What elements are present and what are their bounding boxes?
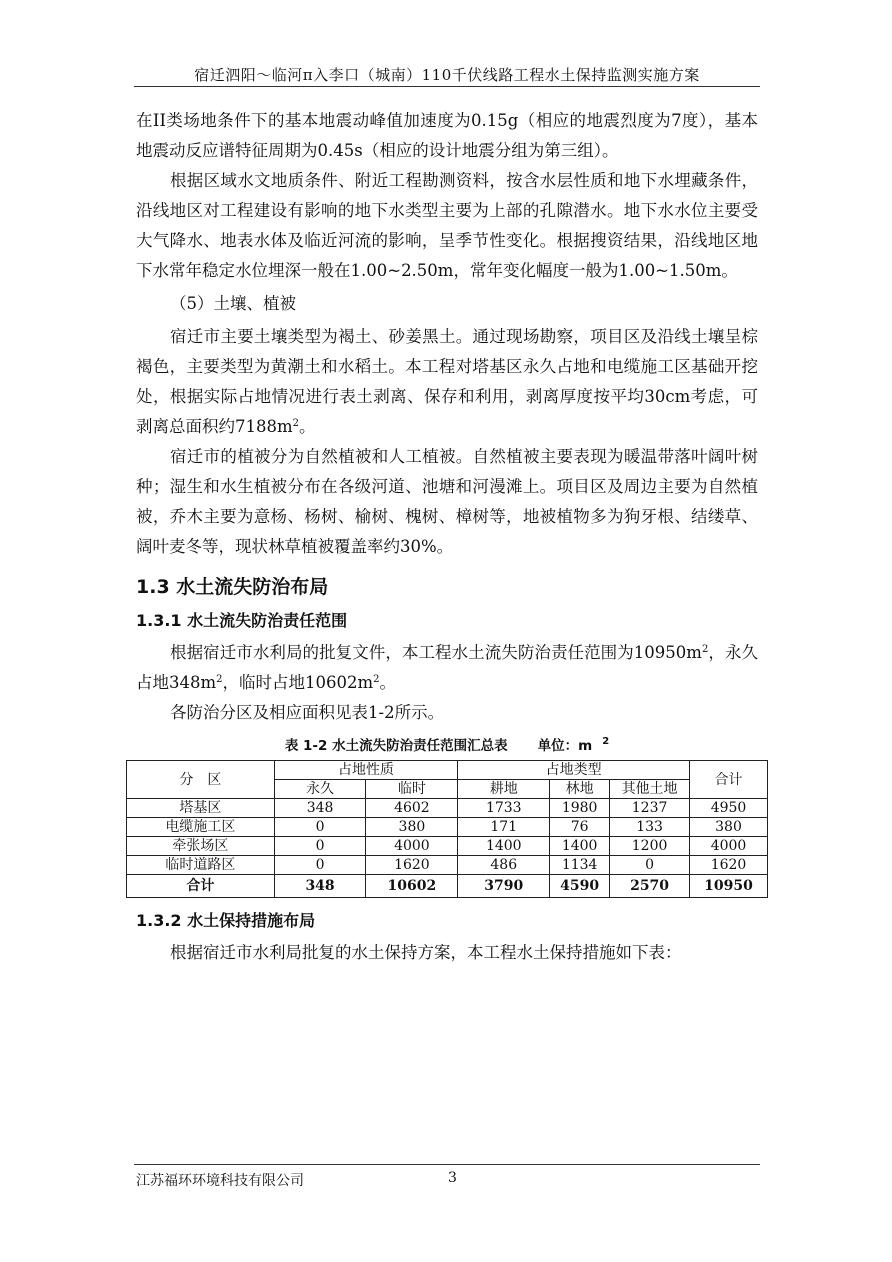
cell: 1620: [690, 856, 768, 875]
cell: 171: [458, 818, 550, 837]
paragraph-table-ref: 各防治分区及相应面积见表1-2所示。: [170, 703, 445, 722]
header-other-land: 其他土地: [610, 780, 690, 799]
responsibility-table: [126, 760, 768, 898]
cell: 0: [274, 818, 366, 837]
superscript: 2: [701, 644, 709, 655]
paragraph-measures: 根据宿迁市水利局批复的水土保持方案，本工程水土保持措施如下表：: [170, 943, 682, 962]
cell: 76: [550, 818, 610, 837]
cell: 0: [274, 856, 366, 875]
cell: 380: [366, 818, 458, 837]
table-caption-title: 表 1-2 水土流失防治责任范围汇总表: [284, 738, 508, 754]
cell: 133: [610, 818, 690, 837]
cell: 临时道路区: [127, 856, 275, 875]
cell: 4590: [550, 875, 610, 898]
section-heading-1-3-2: 1.3.2 水土保持措施布局: [136, 911, 316, 930]
paragraph-groundwater: 根据区域水文地质条件、附近工程勘测资料，按含水层性质和地下水埋藏条件，沿线地区对工程建设有影响的地下水类型主要为上部的孔隙潜水。地下水水位主要受大气降水、地表水体及临近河流的影响，呈季节性变化。根据搜资结果，沿线地区地下水常年稳定水位埋深一般在1.00~2.50m，常年变化幅度一般为1.00~1.50m。: [136, 171, 758, 280]
table-row: [127, 837, 768, 856]
paragraph-soil: [136, 322, 758, 442]
table-caption-unit: 单位：m $^2$: [537, 736, 610, 754]
cell: 3790: [458, 875, 550, 898]
resp-text-1: 根据宿迁市水利局的批复文件，本工程水土流失防治责任范围为10950m: [170, 643, 702, 662]
header-farmland: 耕地: [458, 780, 550, 799]
cell: 1200: [610, 837, 690, 856]
section-heading-1-3: 1.3 水土流失防治布局: [136, 576, 329, 598]
cell: 348: [274, 875, 366, 898]
cell: 10950: [690, 875, 768, 898]
header-rule: [134, 86, 760, 87]
page-header: 宿迁泗阳～临河π入李口（城南）110千伏线路工程水土保持监测实施方案: [194, 66, 700, 84]
cell: 1620: [366, 856, 458, 875]
page-body: [136, 106, 758, 968]
cell: 1400: [458, 837, 550, 856]
paragraph-responsibility: [136, 638, 758, 698]
superscript: 2: [292, 418, 300, 429]
header-permanent: 永久: [274, 780, 366, 799]
footer-rule: [134, 1164, 760, 1165]
table-row: [127, 856, 768, 875]
resp-text-4: 。: [379, 673, 397, 692]
cell: 348: [274, 799, 366, 818]
cell: 1134: [550, 856, 610, 875]
superscript: 2: [373, 674, 380, 685]
cell: 4950: [690, 799, 768, 818]
cell: 1237: [610, 799, 690, 818]
header-zone: 分 区: [127, 761, 275, 799]
header-temporary: 临时: [366, 780, 458, 799]
soil-text-end: 。: [299, 417, 316, 436]
header-land-nature: 占地性质: [274, 761, 458, 780]
table-row: [127, 799, 768, 818]
table-row: [127, 818, 768, 837]
cell: 4000: [690, 837, 768, 856]
table-caption: [136, 734, 758, 754]
page-number: 3: [448, 1170, 457, 1186]
cell: 4000: [366, 837, 458, 856]
cell: 合计: [127, 875, 275, 898]
cell: 1733: [458, 799, 550, 818]
paragraph-seismic: 在II类场地条件下的基本地震动峰值加速度为0.15g（相应的地震烈度为7度），基本地震动反应谱特征周期为0.45s（相应的设计地震分组为第三组）。: [136, 111, 758, 160]
header-land-type: 占地类型: [458, 761, 690, 780]
paragraph-vegetation: 宿迁市的植被分为自然植被和人工植被。自然植被主要表现为暖温带落叶阔叶树种；湿生和水生植被分布在各级河道、池塘和河漫滩上。项目区及周边主要为自然植被，乔木主要为意杨、杨树、榆树、槐树、樟树等，地被植物多为狗牙根、结缕草、阔叶麦冬等，现状林草植被覆盖率约30%。: [136, 447, 758, 556]
footer-company: 江苏福环环境科技有限公司: [136, 1173, 304, 1189]
subsection-soil-vegetation: （5）土壤、植被: [170, 294, 296, 313]
section-heading-1-3-1: 1.3.1 水土流失防治责任范围: [136, 611, 348, 630]
cell: 牵张场区: [127, 837, 275, 856]
header-total: 合计: [690, 761, 768, 799]
cell: 380: [690, 818, 768, 837]
resp-text-2: ，永久占地348m: [136, 643, 759, 692]
soil-text: 宿迁市主要土壤类型为褐土、砂姜黑土。通过现场勘察，项目区及沿线土壤呈棕褐色，主要类型为黄潮土和水稻土。本工程对塔基区永久占地和电缆施工区基础开挖处，根据实际占地情况进行表土剥离、保存和利用，剥离厚度按平均30cm考虑，可剥离总面积约7188m: [136, 327, 758, 436]
cell: 电缆施工区: [127, 818, 275, 837]
superscript: 2: [216, 674, 223, 685]
cell: 0: [274, 837, 366, 856]
resp-text-3: ，临时占地10602m: [222, 673, 374, 692]
cell: 2570: [610, 875, 690, 898]
cell: 486: [458, 856, 550, 875]
cell: 1980: [550, 799, 610, 818]
cell: 4602: [366, 799, 458, 818]
cell: 10602: [366, 875, 458, 898]
cell: 1400: [550, 837, 610, 856]
header-forest: 林地: [550, 780, 610, 799]
cell: 塔基区: [127, 799, 275, 818]
table-total-row: [127, 875, 768, 898]
cell: 0: [610, 856, 690, 875]
